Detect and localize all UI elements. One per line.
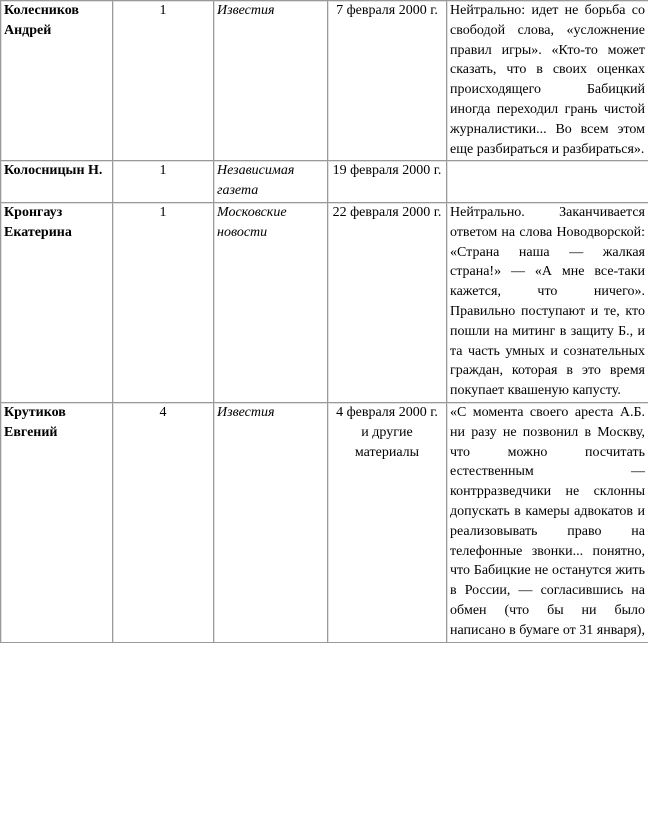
publication-name: Московские новости	[214, 202, 328, 402]
author-name: Колесников Андрей	[1, 1, 113, 161]
article-count: 1	[113, 1, 214, 161]
table-row	[1, 1, 648, 161]
publication-date: 7 февраля 2000 г.	[328, 1, 447, 161]
article-note: Нейтрально: идет не борьба со свободой слова, «усложнение правил игры». «Кто-то может сказать, что в своих оценках происходящего Бабицкий иногда переходил грань чистой журналистики... Во всем этом еще разбираться и разбираться».	[447, 1, 648, 161]
publication-date: 4 февраля 2000 г. и другие материалы	[328, 402, 447, 642]
publication-name: Известия	[214, 402, 328, 642]
table-row	[1, 402, 648, 642]
table-row	[1, 161, 648, 203]
article-count: 1	[113, 202, 214, 402]
article-note: «С момента своего ареста А.Б. ни разу не позвонил в Москву, что можно посчитать естественным — контрразведчики не склонны допускать в камеры адвокатов и реализовывать право на телефонные звонки... понятно, что Бабицкие не останутся жить в России, — согласившись на обмен (что бы ни было написано в бумаге от 31 января),	[447, 402, 648, 642]
author-name: Крутиков Евгений	[1, 402, 113, 642]
author-name: Кронгауз Екатерина	[1, 202, 113, 402]
article-note	[447, 161, 648, 203]
article-count: 1	[113, 161, 214, 203]
article-note: Нейтрально. Заканчивается ответом на слова Новодворской: «Страна наша — жалкая страна!» — «А мне все-таки кажется, что ничего». Правильно поступают и те, кто пошли на митинг в защиту Б., и та часть умных и сознательных граждан, которая в это время покупает квашеную капусту.	[447, 202, 648, 402]
author-name: Колосницын Н.	[1, 161, 113, 203]
publication-date: 22 февраля 2000 г.	[328, 202, 447, 402]
table-row	[1, 202, 648, 402]
publication-name: Известия	[214, 1, 328, 161]
article-count: 4	[113, 402, 214, 642]
publication-date: 19 февраля 2000 г.	[328, 161, 447, 203]
publication-name: Независимая газета	[214, 161, 328, 203]
